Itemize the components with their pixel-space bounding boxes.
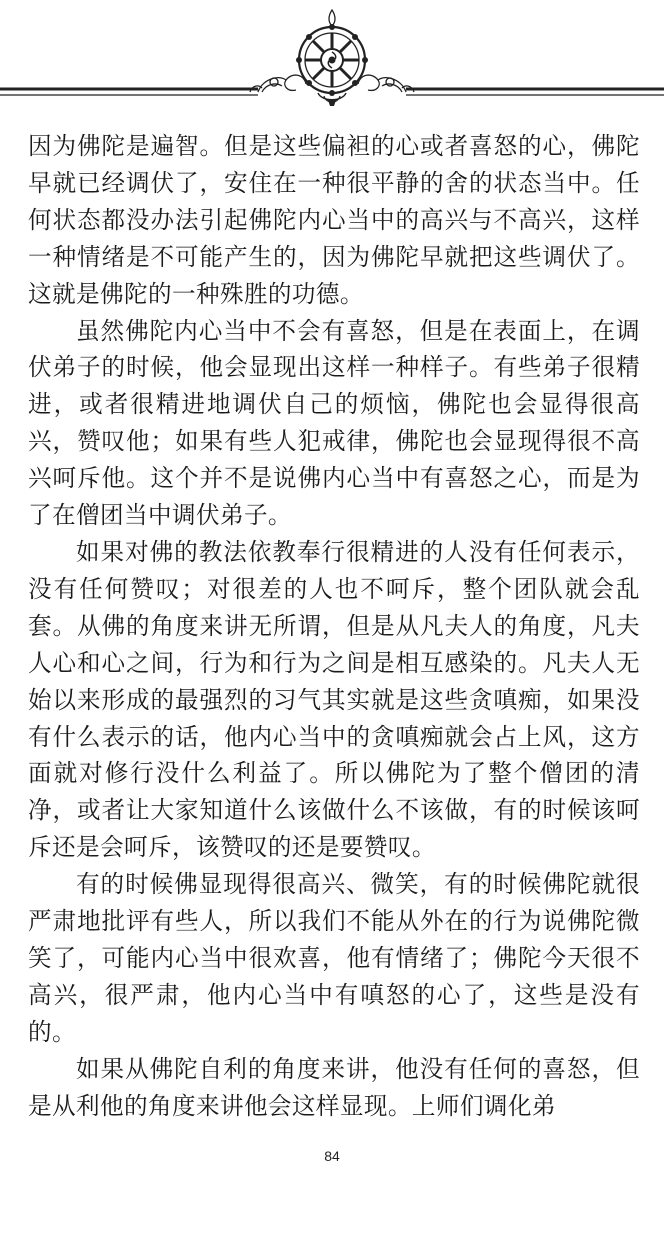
left-cloud-icon — [250, 75, 306, 92]
paragraph: 有的时候佛显现得很高兴、微笑，有的时候佛陀就很严肃地批评有些人，所以我们不能从外在的行为说佛陀微笑了，可能内心当中很欢喜，他有情绪了；佛陀今天很不高兴，很严肃，他内心当中有嗔怒的心了，这些是没有的。 — [28, 870, 640, 1046]
page-header — [0, 0, 664, 110]
page-number: 84 — [324, 1148, 340, 1164]
right-cloud-icon — [358, 75, 414, 92]
dharma-wheel-icon — [296, 10, 368, 106]
paragraph: 虽然佛陀内心当中不会有喜怒，但是在表面上，在调伏弟子的时候，他会显现出这样一种样子。有些弟子很精进，或者很精进地调伏自己的烦恼，佛陀也会显得很高兴，赞叹他；如果有些人犯戒律，佛陀也会显现得很不高兴呵斥他。这个并不是说佛内心当中有喜怒之心，而是为了在僧团当中调伏弟子。 — [28, 316, 640, 530]
paragraph: 如果从佛陀自利的角度来讲，他没有任何的喜怒，但是从利他的角度来讲他会这样显现。上师们调化弟 — [28, 1054, 640, 1120]
page-body — [28, 128, 640, 1124]
header-ornament — [0, 0, 664, 110]
paragraph: 因为佛陀是遍智。但是这些偏袒的心或者喜怒的心，佛陀早就已经调伏了，安住在一种很平静的舍的状态当中。任何状态都没办法引起佛陀内心当中的高兴与不高兴，这样一种情绪是不可能产生的，因为佛陀早就把这些调伏了。这就是佛陀的一种殊胜的功德。 — [28, 132, 640, 308]
paragraph: 如果对佛的教法依教奉行很精进的人没有任何表示，没有任何赞叹；对很差的人也不呵斥，整个团队就会乱套。从佛的角度来讲无所谓，但是从凡夫人的角度，凡夫人心和心之间，行为和行为之间是相互感染的。凡夫人无始以来形成的最强烈的习气其实就是这些贪嗔痴，如果没有什么表示的话，他内心当中的贪嗔痴就会占上风，这方面就对修行没什么利益了。所以佛陀为了整个僧团的清净，或者让大家知道什么该做什么不该做，有的时候该呵斥还是会呵斥，该赞叹的还是要赞叹。 — [28, 537, 640, 862]
